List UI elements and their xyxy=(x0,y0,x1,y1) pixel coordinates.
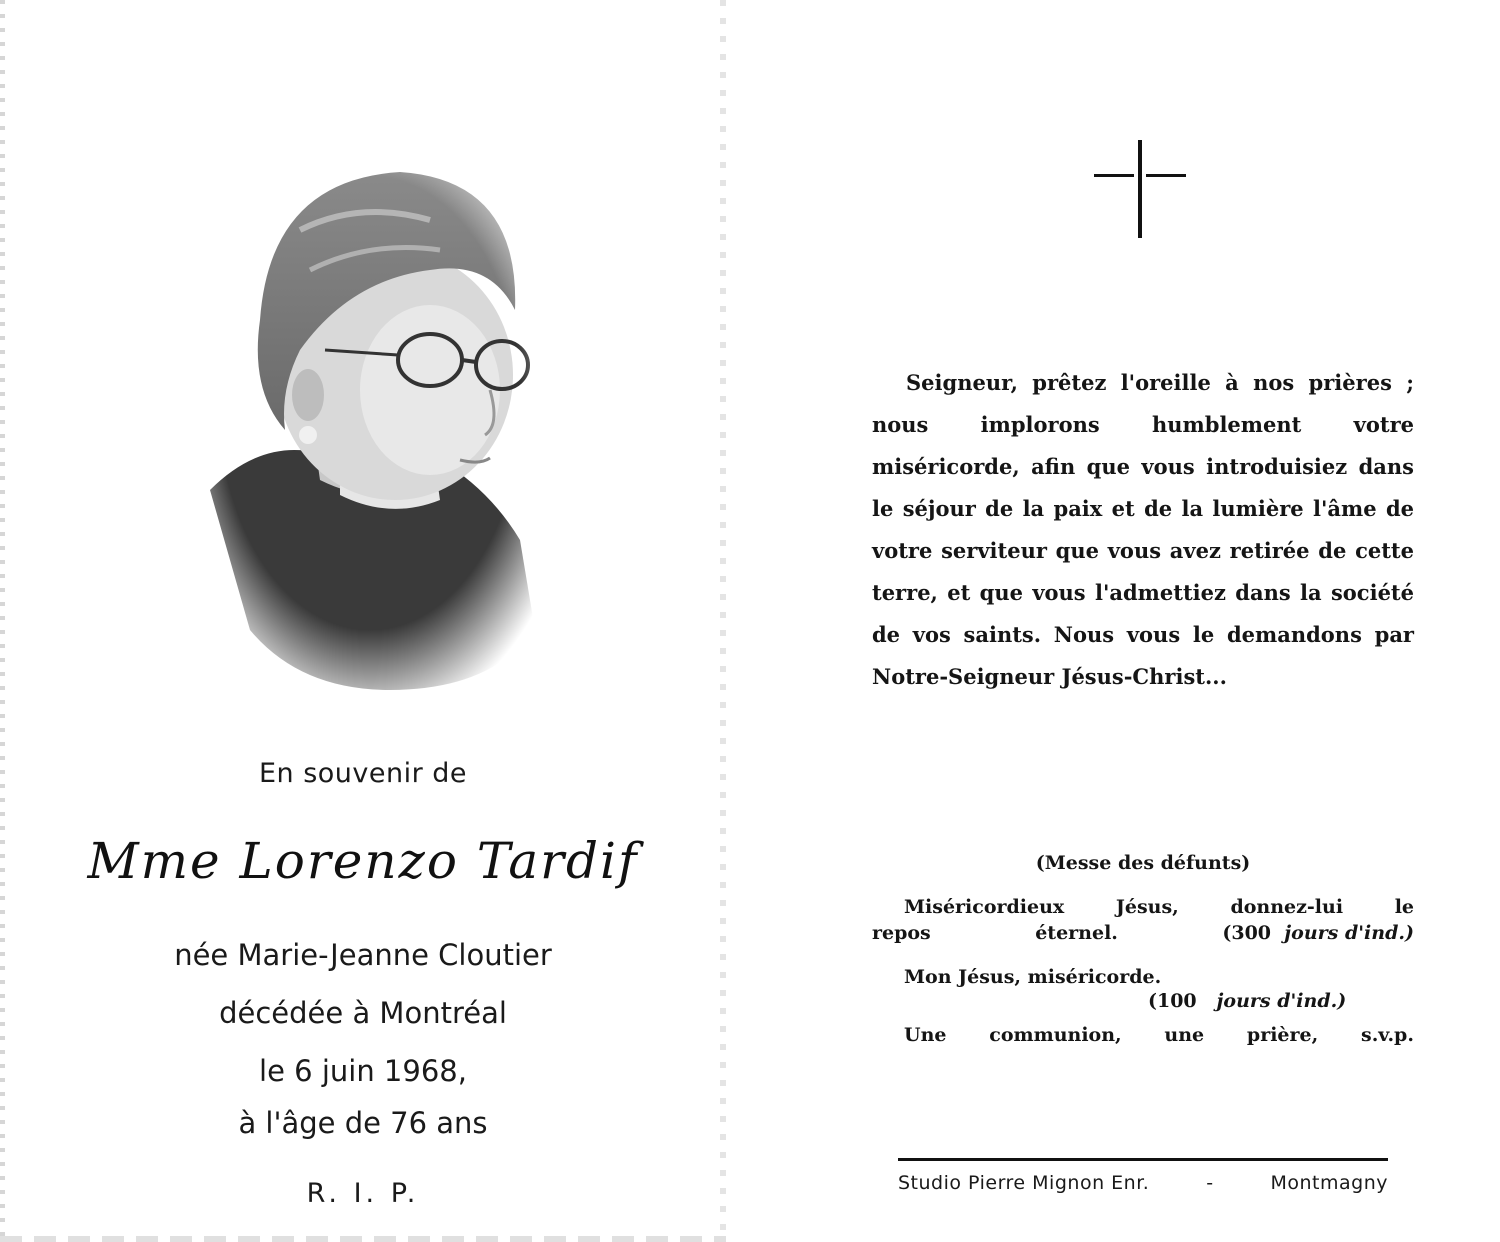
prayer-request xyxy=(904,1024,1414,1046)
indulgence-2 xyxy=(1148,990,1346,1012)
age-at-death: à l'âge de 76 ans xyxy=(238,1106,488,1140)
word: donnez-lui xyxy=(1230,896,1344,918)
indulgence-number: (100 xyxy=(1148,990,1197,1012)
indulgence-1 xyxy=(1222,922,1414,944)
death-date: le 6 juin 1968, xyxy=(259,1054,467,1088)
portrait-photo xyxy=(190,160,550,700)
card-edge-bottom xyxy=(0,1236,726,1242)
souvenir-heading: En souvenir de xyxy=(258,758,468,789)
word: le xyxy=(1394,896,1414,918)
death-place: décédée à Montréal xyxy=(219,996,507,1030)
word: prière, xyxy=(1246,1024,1319,1046)
indulgence-label: jours d'ind.) xyxy=(1216,990,1347,1012)
studio-separator: - xyxy=(1206,1172,1214,1194)
deceased-name: Mme Lorenzo Tardif xyxy=(87,832,639,890)
maiden-name: née Marie-Jeanne Cloutier xyxy=(174,938,552,972)
prayer-text xyxy=(872,362,1414,698)
footer-rule xyxy=(898,1158,1388,1161)
word: communion, xyxy=(989,1024,1122,1046)
word: éternel. xyxy=(1035,922,1118,944)
word: Jésus, xyxy=(1115,896,1179,918)
memorial-card-front xyxy=(0,0,726,1242)
studio-city: Montmagny xyxy=(1270,1172,1388,1194)
mass-title: (Messe des défunts) xyxy=(1035,852,1251,874)
studio-credit xyxy=(898,1172,1388,1194)
word: s.v.p. xyxy=(1361,1024,1414,1046)
invocation-line-1 xyxy=(904,896,1414,918)
indulgence-number: (300 xyxy=(1222,922,1272,944)
indulgence-label: jours d'ind.) xyxy=(1284,922,1414,944)
word: Une xyxy=(904,1024,947,1046)
rip-text: R. I. P. xyxy=(306,1178,420,1209)
word: Miséricordieux xyxy=(904,896,1065,918)
studio-name: Studio Pierre Mignon Enr. xyxy=(898,1172,1150,1194)
word: une xyxy=(1164,1024,1205,1046)
prayer-body: Seigneur, prêtez l'oreille à nos prières ; nous implorons humblement votre miséricorde, afin que vous introduisiez dans le séjour de la paix et de la lumière l'âme de votre serviteur que vous avez retirée de cette terre, et que vous l'admettiez dans la société de vos saints. Nous vous le demandons par Notre-Seigneur Jésus-Christ... xyxy=(872,370,1414,689)
invocation-2: Mon Jésus, miséricorde. xyxy=(904,966,1162,988)
word: repos xyxy=(872,922,931,944)
invocation-line-2 xyxy=(872,922,1414,944)
cross-icon xyxy=(1090,140,1190,240)
